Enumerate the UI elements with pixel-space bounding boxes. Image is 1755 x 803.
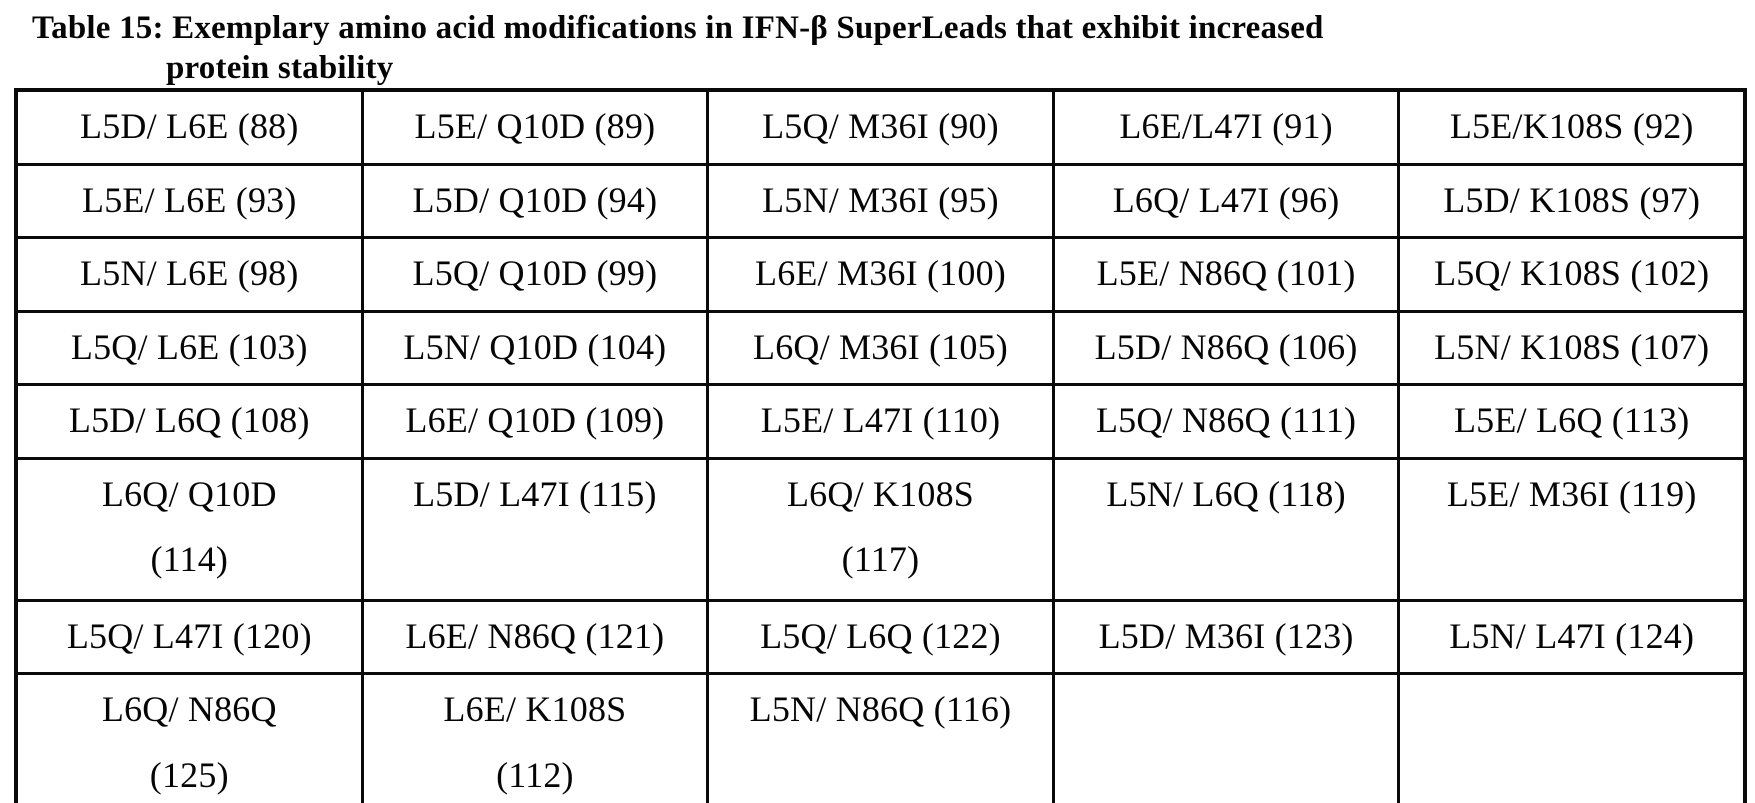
table-cell: L5N/ Q10D (104) bbox=[362, 311, 708, 385]
table-row bbox=[16, 311, 1745, 385]
table-row bbox=[16, 600, 1745, 674]
table-cell: L5N/ L6Q (118) bbox=[1053, 458, 1399, 600]
table-cell: L5D/ L6Q (108) bbox=[16, 385, 362, 459]
table-cell: L6Q/ N86Q (125) bbox=[16, 674, 362, 803]
table-cell: L5Q/ N86Q (111) bbox=[1053, 385, 1399, 459]
table-cell: L6Q/ L47I (96) bbox=[1053, 164, 1399, 238]
table-cell: L5N/ L47I (124) bbox=[1399, 600, 1745, 674]
table-cell: L5E/K108S (92) bbox=[1399, 90, 1745, 164]
table-row bbox=[16, 238, 1745, 312]
table-cell: L5N/ N86Q (116) bbox=[708, 674, 1054, 803]
table-cell bbox=[1053, 674, 1399, 803]
table-cell: L5D/ M36I (123) bbox=[1053, 600, 1399, 674]
table-cell: L5E/ L47I (110) bbox=[708, 385, 1054, 459]
table-cell: L6E/ M36I (100) bbox=[708, 238, 1054, 312]
table-cell: L5D/ L6E (88) bbox=[16, 90, 362, 164]
table-row bbox=[16, 674, 1745, 803]
table-cell: L6E/ Q10D (109) bbox=[362, 385, 708, 459]
table-cell: L5Q/ M36I (90) bbox=[708, 90, 1054, 164]
table-cell: L5Q/ L6Q (122) bbox=[708, 600, 1054, 674]
table-row bbox=[16, 458, 1745, 600]
table-cell: L5Q/ K108S (102) bbox=[1399, 238, 1745, 312]
table-cell: L5D/ L47I (115) bbox=[362, 458, 708, 600]
table-cell: L5E/ M36I (119) bbox=[1399, 458, 1745, 600]
table-title: Table 15: Exemplary amino acid modifications in IFN-β SuperLeads that exhibit increased protein stability bbox=[32, 10, 1324, 87]
table-cell: L6Q/ Q10D (114) bbox=[16, 458, 362, 600]
table-row bbox=[16, 90, 1745, 164]
table-cell: L6E/ K108S (112) bbox=[362, 674, 708, 803]
table-cell: L5D/ N86Q (106) bbox=[1053, 311, 1399, 385]
table-cell: L5Q/ Q10D (99) bbox=[362, 238, 708, 312]
table-row bbox=[16, 385, 1745, 459]
table-cell: L5Q/ L47I (120) bbox=[16, 600, 362, 674]
table-cell bbox=[1399, 674, 1745, 803]
table-cell: L6E/L47I (91) bbox=[1053, 90, 1399, 164]
table-cell: L5N/ M36I (95) bbox=[708, 164, 1054, 238]
table-cell: L6Q/ K108S (117) bbox=[708, 458, 1054, 600]
table-cell: L5D/ K108S (97) bbox=[1399, 164, 1745, 238]
table-cell: L5E/ Q10D (89) bbox=[362, 90, 708, 164]
table-cell: L6E/ N86Q (121) bbox=[362, 600, 708, 674]
table-cell: L5E/ L6E (93) bbox=[16, 164, 362, 238]
table-cell: L5E/ L6Q (113) bbox=[1399, 385, 1745, 459]
table-row bbox=[16, 164, 1745, 238]
table-cell: L5N/ K108S (107) bbox=[1399, 311, 1745, 385]
modifications-table bbox=[14, 88, 1747, 803]
table-cell: L5Q/ L6E (103) bbox=[16, 311, 362, 385]
table-cell: L5D/ Q10D (94) bbox=[362, 164, 708, 238]
table-cell: L5E/ N86Q (101) bbox=[1053, 238, 1399, 312]
table-cell: L6Q/ M36I (105) bbox=[708, 311, 1054, 385]
table-cell: L5N/ L6E (98) bbox=[16, 238, 362, 312]
